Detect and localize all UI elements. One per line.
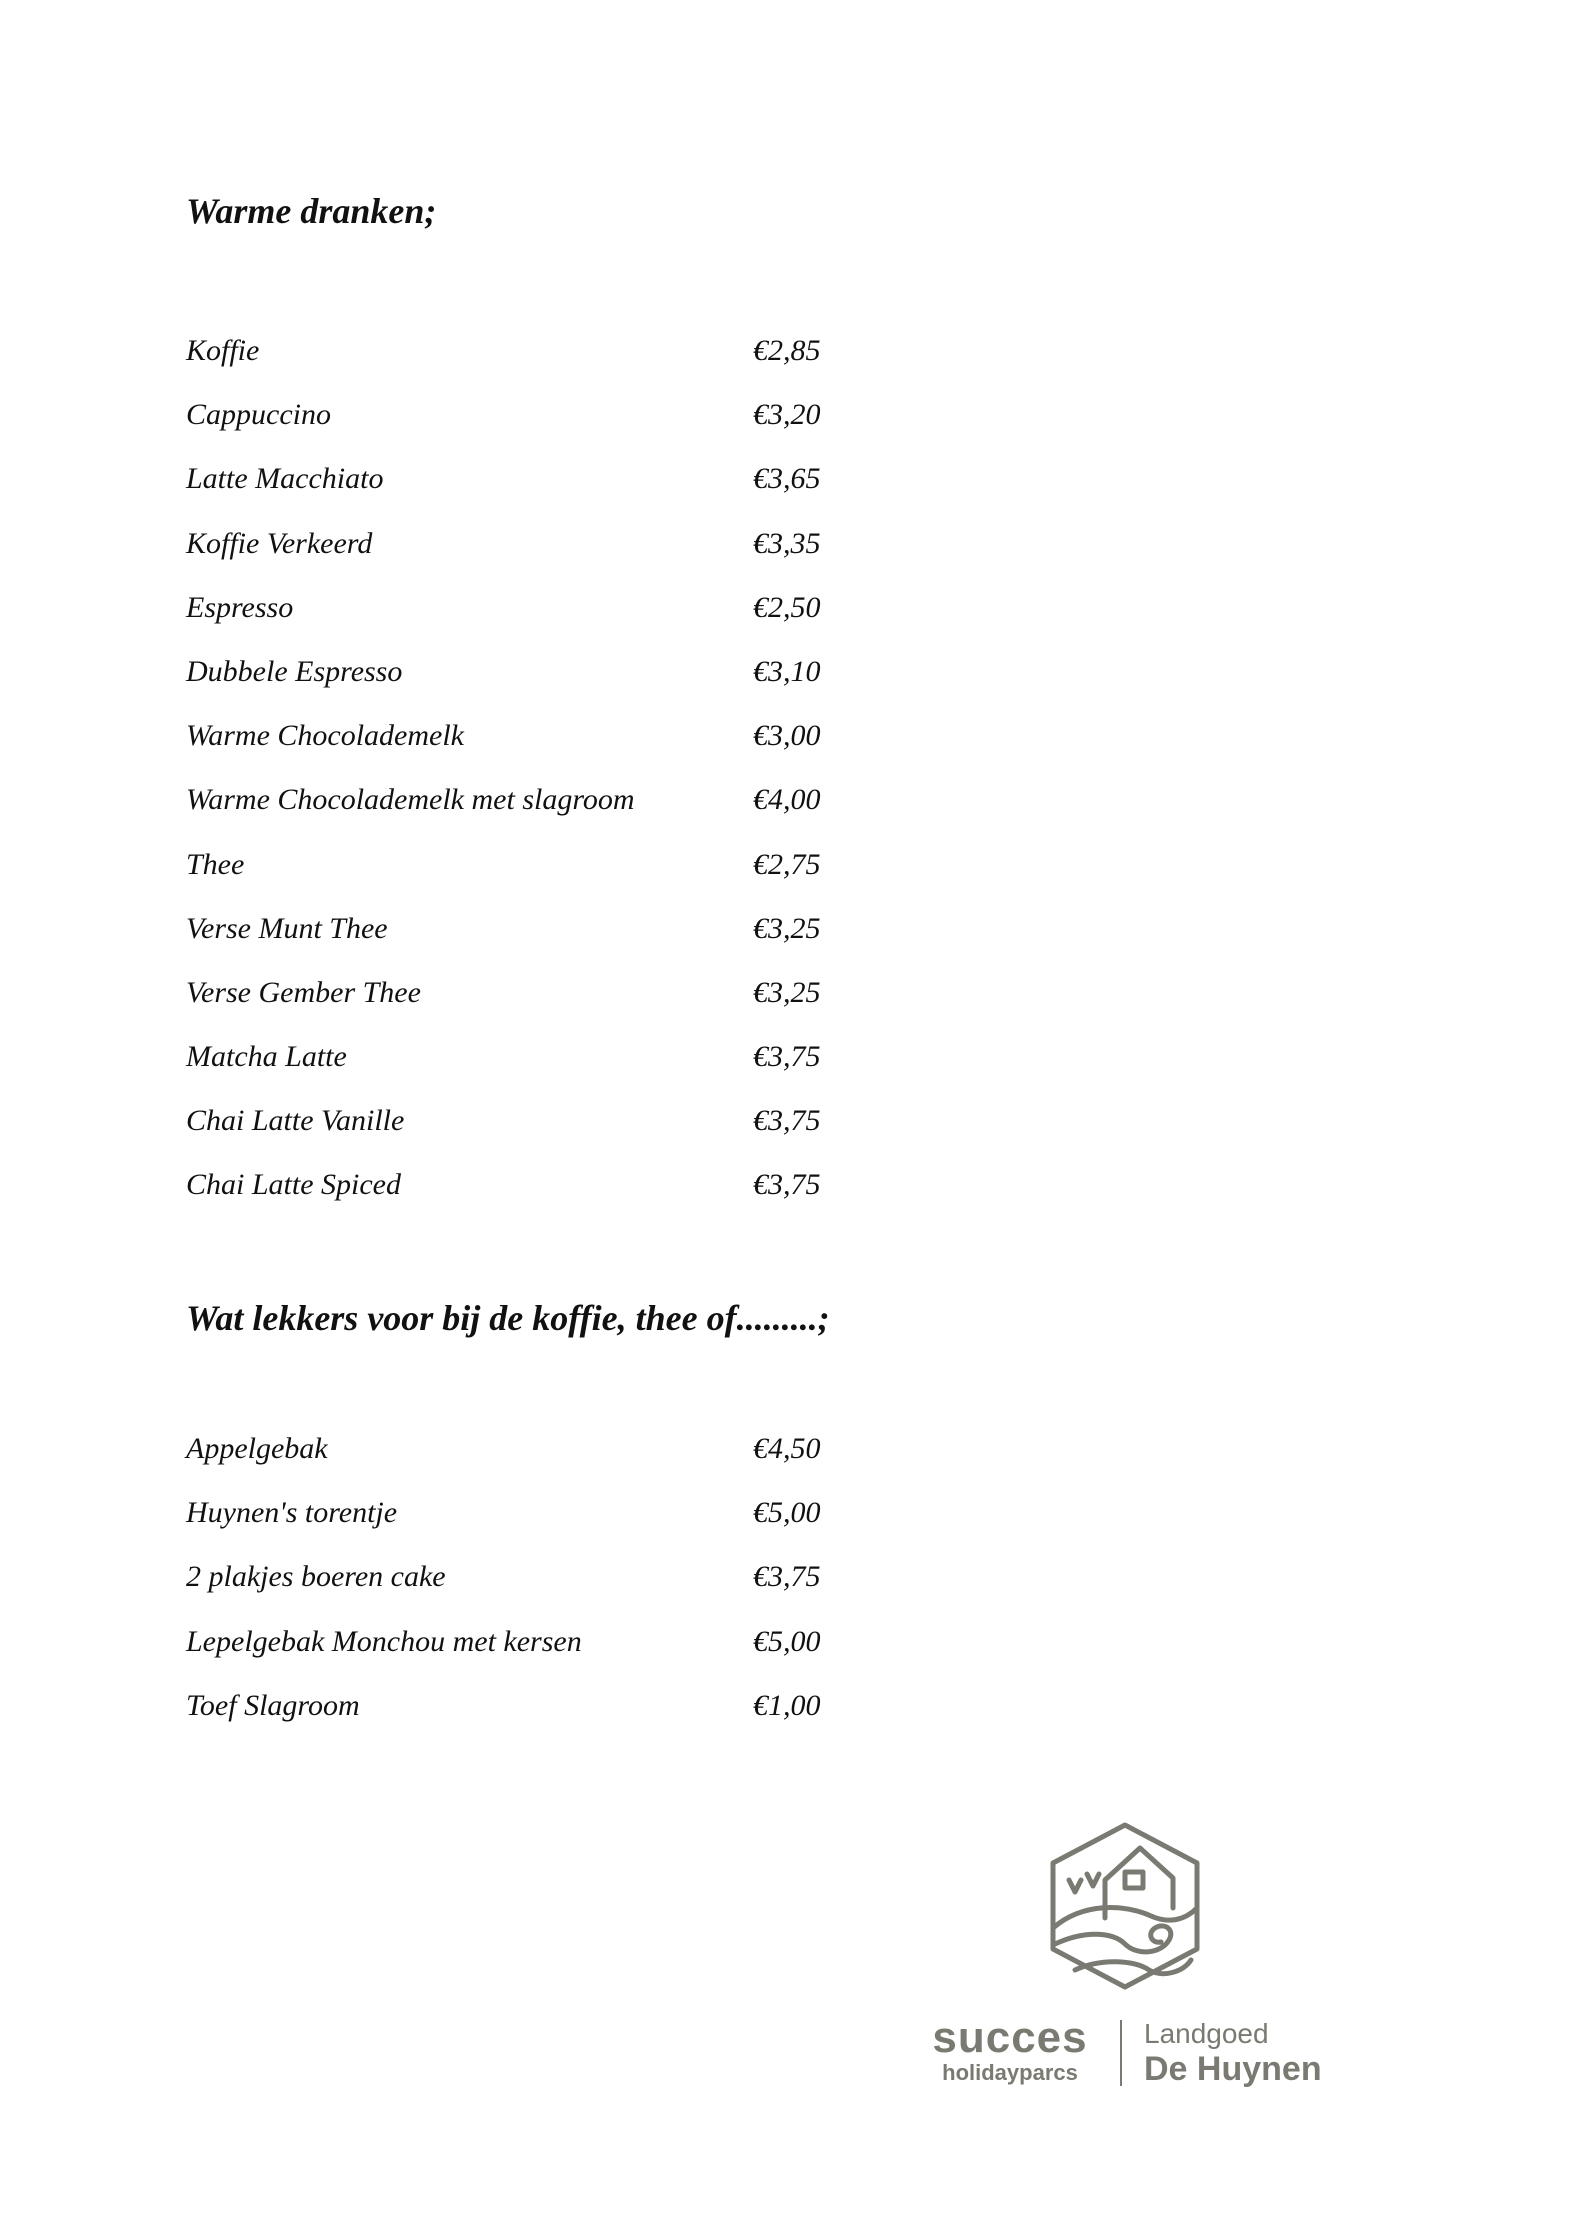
item-price: €3,75 — [753, 1104, 821, 1138]
item-name: Chai Latte Vanille — [186, 1104, 405, 1138]
item-name: Koffie — [186, 334, 260, 367]
menu-item — [186, 1562, 906, 1626]
menu-item — [186, 1042, 906, 1106]
menu-item — [186, 1106, 906, 1170]
item-name: Latte Macchiato — [186, 462, 384, 496]
item-price: €2,85 — [753, 334, 821, 367]
item-name: Warme Chocolademelk met slagroom — [186, 783, 635, 817]
menu-item — [186, 785, 906, 849]
menu-item — [186, 590, 906, 657]
item-price: €2,75 — [753, 847, 821, 881]
menu-item — [186, 911, 906, 978]
menu-item — [186, 721, 906, 785]
item-name: Lepelgebak Monchou met kersen — [186, 1624, 582, 1658]
item-price: €3,10 — [753, 654, 821, 688]
item-name: Verse Munt Thee — [186, 911, 388, 945]
item-name: Chai Latte Spiced — [186, 1168, 401, 1202]
menu-item — [186, 1498, 906, 1562]
warm-drinks-list — [186, 336, 906, 1235]
item-name: Thee — [186, 847, 245, 881]
item-name: Appelgebak — [186, 1432, 328, 1465]
item-price: €4,00 — [753, 783, 821, 817]
house-waves-logo-icon — [1045, 1820, 1205, 1992]
item-price: €3,75 — [753, 1168, 821, 1202]
menu-item — [186, 1624, 906, 1691]
item-name: Toef Slagroom — [186, 1688, 360, 1722]
brand-logo — [920, 1820, 1370, 2090]
item-name: 2 plakjes boeren cake — [186, 1560, 446, 1594]
item-price: €5,00 — [753, 1496, 821, 1530]
menu-item — [186, 336, 906, 400]
item-price: €5,00 — [753, 1624, 821, 1658]
treats-list — [186, 1434, 906, 1755]
item-name: Huynen's torentje — [186, 1496, 398, 1530]
item-name: Matcha Latte — [186, 1040, 347, 1074]
item-name: Verse Gember Thee — [186, 975, 421, 1009]
brand-succes-block — [920, 2013, 1100, 2086]
menu-item — [186, 400, 906, 464]
item-price: €3,25 — [753, 975, 821, 1009]
menu-item — [186, 1170, 906, 1234]
item-price: €3,00 — [753, 719, 821, 753]
item-price: €3,35 — [753, 526, 821, 560]
menu-item — [186, 654, 906, 721]
item-name: Espresso — [186, 590, 294, 624]
menu-item — [186, 526, 906, 593]
section-heading-treats: Wat lekkers voor bij de koffie, thee of.........; — [186, 1298, 830, 1338]
item-name: Koffie Verkeerd — [186, 526, 373, 560]
brand-sub-text: holidayparcs — [942, 2060, 1078, 2085]
estate-label-text: Landgoed — [1144, 2018, 1269, 2049]
section-heading-warm-drinks: Warme dranken; — [186, 191, 437, 231]
item-price: €4,50 — [753, 1432, 821, 1465]
item-price: €3,20 — [753, 398, 821, 432]
menu-item — [186, 1688, 906, 1755]
menu-item — [186, 464, 906, 528]
item-price: €2,50 — [753, 590, 821, 624]
item-name: Cappuccino — [186, 398, 331, 432]
menu-item — [186, 1434, 906, 1498]
item-price: €1,00 — [753, 1688, 821, 1722]
brand-estate-block — [1144, 2018, 1322, 2088]
menu-item — [186, 975, 906, 1042]
brand-main-text: succes — [932, 2013, 1088, 2062]
item-name: Warme Chocolademelk — [186, 719, 464, 753]
item-price: €3,75 — [753, 1040, 821, 1074]
menu-item — [186, 847, 906, 914]
estate-name-text: De Huynen — [1144, 2050, 1322, 2088]
item-price: €3,65 — [753, 462, 821, 496]
brand-divider — [1120, 2020, 1122, 2086]
item-price: €3,25 — [753, 911, 821, 945]
item-price: €3,75 — [753, 1560, 821, 1594]
item-name: Dubbele Espresso — [186, 654, 403, 688]
